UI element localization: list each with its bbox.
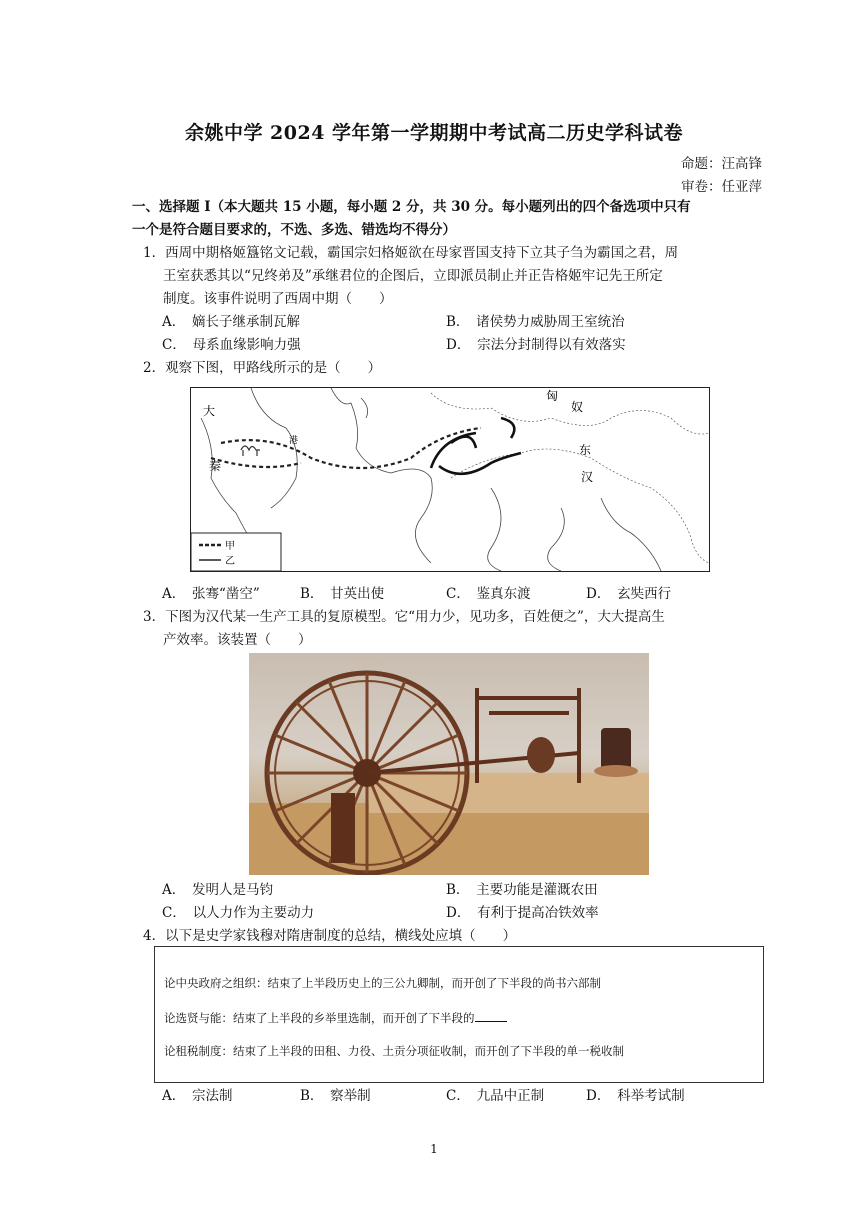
q3-option-c[interactable]: C． 以人力作为主要动力 (162, 905, 315, 921)
section-heading-line1: 一、选择题 I（本大题共 15 小题，每小题 2 分，共 30 分。每小题列出的四个备选项中只有 (132, 199, 691, 215)
legend-label-yi: 乙 (225, 556, 235, 567)
q4-stem: 4．以下是史学家钱穆对隋唐制度的总结，横线处应填（ ） (143, 928, 517, 944)
map-label-da: 大 (203, 404, 216, 418)
quote-line-3: 论租税制度：结束了上半段的田租、力役、土贡分项征收制，而开创了下半段的单一税收制 (164, 1044, 624, 1058)
q3-line2: 产效率。该装置（ ） (163, 632, 312, 648)
q2-stem: 2．观察下图，甲路线所示的是（ ） (143, 360, 382, 376)
q1-option-b[interactable]: B． 诸侯势力威胁周王室统治 (446, 314, 625, 330)
route-map (190, 387, 710, 572)
q1-option-d[interactable]: D． 宗法分封制得以有效落实 (446, 337, 626, 353)
q1-option-a[interactable]: A． 嫡长子继承制瓦解 (162, 314, 300, 330)
q3-option-a[interactable]: A． 发明人是马钧 (162, 882, 273, 898)
q2-option-d[interactable]: D． 玄奘西行 (586, 586, 672, 602)
question-3 (143, 606, 743, 652)
map-label-qin: 秦 (209, 459, 222, 473)
q4-option-d[interactable]: D． 科举考试制 (586, 1088, 685, 1104)
q2-option-b[interactable]: B． 甘英出使 (300, 586, 385, 602)
q4-option-c[interactable]: C． 九品中正制 (446, 1088, 545, 1104)
q3-option-d[interactable]: D． 有利于提高冶铁效率 (446, 905, 599, 921)
quote-line-1: 论中央政府之组织：结束了上半段历史上的三公九卿制，而开创了下半段的尚书六部制 (164, 976, 601, 990)
legend-label-jia: 甲 (225, 541, 235, 552)
water-wheel-photo (249, 653, 649, 875)
setter-line: 命题：汪高锋 (681, 156, 762, 172)
section-heading (132, 196, 772, 242)
answer-blank (475, 1009, 507, 1022)
q4-option-a[interactable]: A． 宗法制 (162, 1088, 233, 1104)
q1-line2: 王室获悉其以“兄终弟及”承继君位的企图后，立即派员制止并正告格姬牢记先王所定 (163, 268, 663, 284)
map-label-xiong: 匈 (546, 389, 559, 403)
quote-line-2-text: 论选贤与能：结束了上半段的乡举里选制，而开创了下半段的 (164, 1011, 475, 1025)
reviewer-line: 审卷：任亚萍 (681, 179, 762, 195)
map-label-nu: 奴 (571, 400, 584, 414)
map-label-han: 汉 (581, 470, 594, 484)
map-label-gang: 港 (289, 436, 299, 446)
map-label-dong: 东 (579, 443, 592, 457)
q3-option-b[interactable]: B． 主要功能是灌溉农田 (446, 882, 598, 898)
route-map-svg (191, 388, 709, 571)
page-title: 余姚中学 2024 学年第一学期期中考试高二历史学科试卷 (184, 122, 684, 144)
q1-option-c[interactable]: C． 母系血缘影响力强 (162, 337, 301, 353)
page-number: 1 (430, 1142, 438, 1156)
q2-option-c[interactable]: C． 鉴真东渡 (446, 586, 531, 602)
q3-line1: 3．下图为汉代某一生产工具的复原模型。它“用力少，见功多，百姓便之”，大大提高生 (143, 609, 665, 625)
q1-line1: 1．西周中期格姬簋铭文记载，霸国宗妇格姬欲在母家晋国支持下立其子刍为霸国之君，周 (143, 245, 679, 261)
water-wheel-svg (249, 653, 649, 875)
quote-line-2 (164, 1009, 507, 1026)
q4-option-b[interactable]: B． 察举制 (300, 1088, 371, 1104)
q1-line3: 制度。该事件说明了西周中期（ ） (163, 291, 393, 307)
question-1 (143, 242, 743, 311)
q2-option-a[interactable]: A． 张骞“凿空” (162, 586, 260, 602)
section-heading-line2: 一个是符合题目要求的，不选、多选、错选均不得分） (132, 222, 456, 238)
